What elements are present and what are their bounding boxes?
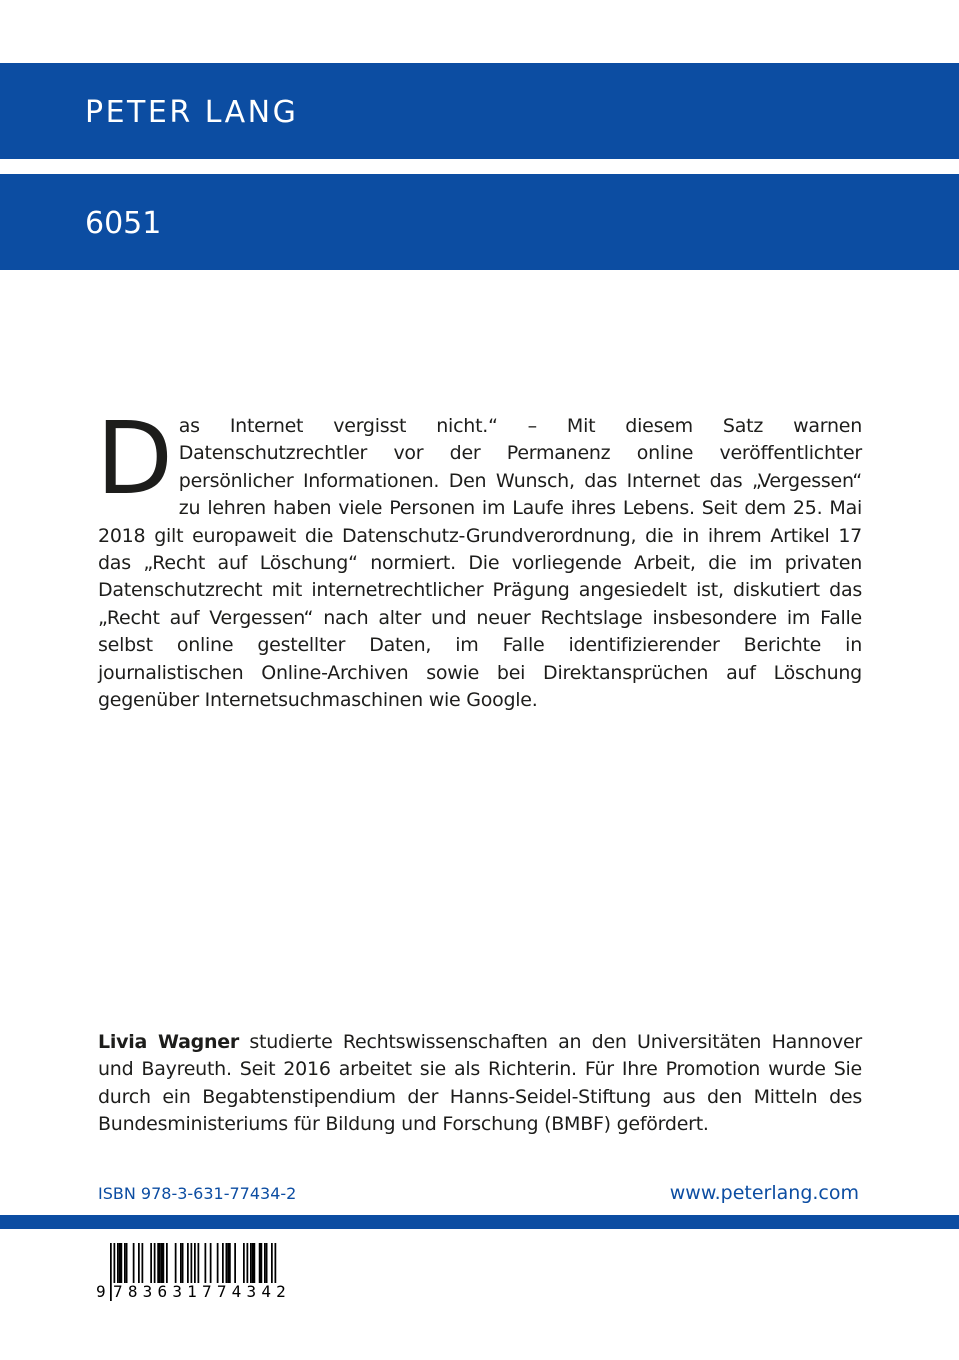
barcode-first-digit: 9 — [96, 1282, 106, 1301]
barcode-bar — [254, 1243, 256, 1283]
barcode-digit-string: 783631774342 — [113, 1282, 291, 1301]
barcode-bar — [182, 1243, 184, 1283]
footer-band — [0, 1215, 959, 1229]
blurb-text: as Internet vergisst nicht.“ – Mit diesem Satz warnen Datenschutzrechtler vor der Permanenz online veröffentlichter persönlicher Informationen. Den Wunsch, das Internet das „Vergessen“ zu lehren haben viele Personen im Laufe ihres Lebens. Seit dem 25. Mai 2018 gilt europaweit die Datenschutz-Grundverordnung, die in ihrem Artikel 17 das „Recht auf Löschung“ normiert. Die vorliegende Arbeit, die im privaten Datenschutzrecht mit internetrechtlicher Prägung angesiedelt ist, diskutiert das „Recht auf Vergessen“ nach alter und neuer Rechtslage insbesondere im Falle selbst online gestellter Daten, im Falle identifizierender Berichte in journalistischen Online-Archiven sowie bei Direktansprüchen auf Löschung gegenüber Internetsuchmaschinen wie Google. — [98, 415, 862, 712]
barcode-bar — [210, 1243, 212, 1283]
barcode-bar — [150, 1243, 152, 1283]
barcode-bar — [117, 1243, 119, 1283]
barcode-bar — [159, 1243, 161, 1283]
barcode-bar — [266, 1243, 268, 1283]
barcode-bar — [222, 1243, 224, 1283]
barcode-bar — [226, 1243, 228, 1283]
barcode-bar — [205, 1243, 207, 1283]
author-bio-text: studierte Rechtswissenschaften an den Universitäten Hannover und Bayreuth. Seit 2016 arbeitet sie als Richterin. Für Ihre Promotion wurde Sie durch ein Begabtenstipendium der Hanns-Seidel-Stiftung aus den Mitteln des Bundesministeriums für Bildung und Forschung (BMBF) gefördert. — [98, 1031, 862, 1136]
barcode-bar — [121, 1243, 123, 1283]
barcode-bar — [138, 1243, 140, 1283]
publisher-name: PETER LANG — [85, 95, 299, 130]
barcode-bar — [187, 1243, 189, 1283]
barcode-bar — [163, 1243, 165, 1283]
barcode-bar — [261, 1243, 263, 1283]
barcode-bar — [227, 1243, 229, 1283]
barcode-bar — [217, 1243, 219, 1283]
barcode-bar — [247, 1243, 249, 1283]
isbn-label: ISBN 978-3-631-77434-2 — [98, 1184, 297, 1203]
barcode-bar — [161, 1243, 163, 1283]
barcode-bar — [133, 1243, 135, 1283]
author-bio — [98, 1029, 862, 1139]
barcode-bar — [243, 1243, 245, 1283]
barcode-bar — [234, 1243, 236, 1283]
barcode-bar — [154, 1243, 156, 1283]
barcode-bar — [259, 1243, 261, 1283]
barcode-bar — [119, 1243, 121, 1283]
barcode-bar — [252, 1243, 254, 1283]
barcode-bar — [157, 1243, 159, 1283]
barcode-bar — [166, 1243, 168, 1283]
barcode-bar — [229, 1243, 231, 1283]
barcode-bar — [142, 1243, 144, 1283]
book-blurb — [96, 400, 862, 714]
publisher-url[interactable]: www.peterlang.com — [669, 1182, 859, 1204]
barcode-bar — [180, 1243, 182, 1283]
barcode-bar — [250, 1243, 252, 1283]
blurb-dropcap: D — [96, 400, 173, 517]
author-name: Livia Wagner — [98, 1031, 240, 1053]
barcode-bar — [198, 1243, 200, 1283]
barcode-bar — [124, 1243, 126, 1283]
barcode-bar — [126, 1243, 128, 1283]
barcode-bar — [175, 1243, 177, 1283]
barcode-bar — [264, 1243, 266, 1283]
series-number: 6051 — [85, 206, 162, 241]
